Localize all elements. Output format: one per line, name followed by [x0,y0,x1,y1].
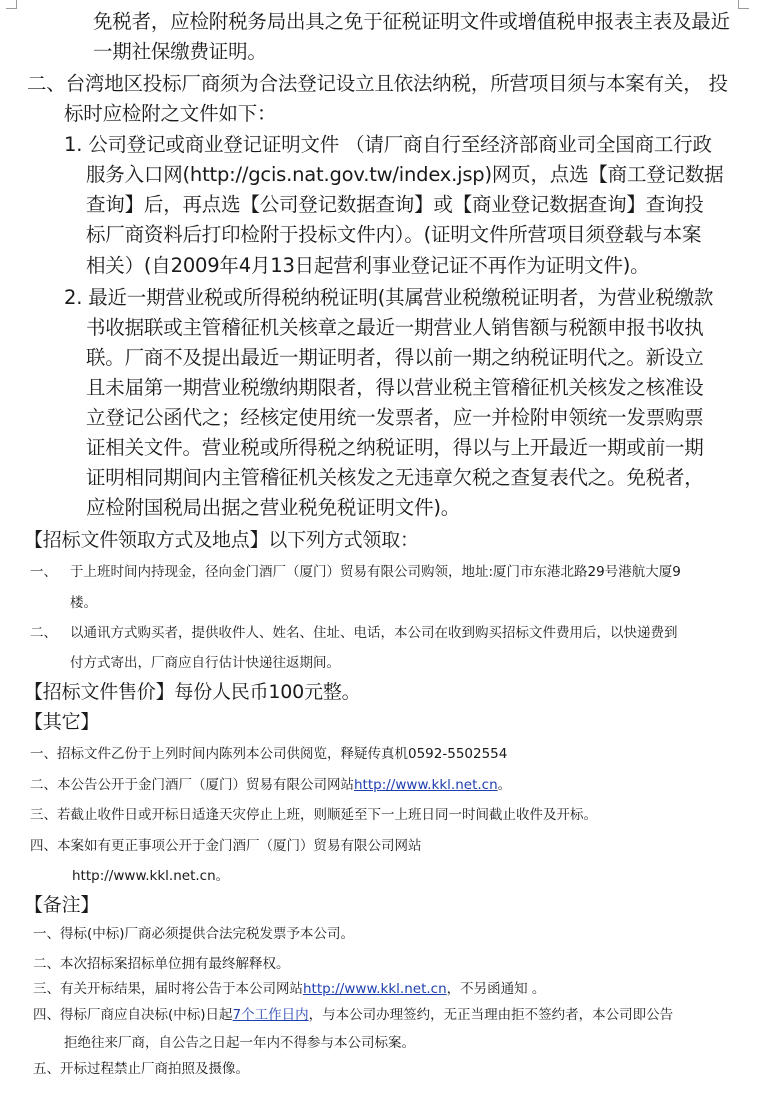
notes-item-4-line-2: 拒绝往来厂商，自公告之日起一年内不得参与本公司标案。 [64,1035,415,1051]
section-taiwan-heading-line-2: 标时应检附之文件如下： [64,102,277,125]
item1-line-3: 查询】后，再点选【公司登记数据查询】或【商业登记数据查询】查询投 [86,193,704,216]
item2-line-1: 2. 最近一期营业税或所得税纳税证明(其属营业税缴税证明者，为营业税缴款 [64,286,714,309]
item2-line-5: 立登记公函代之；经核定使用统一发票者，应一并检附申领统一发票购票 [86,406,704,429]
other-item-2: 二、本公告公开于金门酒厂（厦门）贸易有限公司网站http://www.kkl.net.cn。 [30,777,512,793]
item2-line-2: 书收据联或主管稽征机关核章之最近一期营业人销售额与税额申报书收执 [86,316,704,339]
s2-tail-line-2: 一期社保缴费证明。 [93,40,267,63]
website-link[interactable]: http://www.kkl.net.cn [354,777,498,793]
notes-item-5: 五、开标过程禁止厂商拍照及摄像。 [33,1061,249,1077]
notes-item-3: 三、有关开标结果，届时将公告于本公司网站http://www.kkl.net.cn，不另函通知 。 [33,981,546,997]
collect-heading: 【招标文件领取方式及地点】以下列方式领取： [24,529,419,551]
item1-line-5: 相关）(自2009年4月13日起营利事业登记证不再作为证明文件)。 [86,254,650,277]
item1-line-4: 标厂商资料后打印检附于投标文件内）。(证明文件所营项目须登载与本案 [86,223,702,246]
other-item-4-url: http://www.kkl.net.cn。 [72,868,230,884]
item2-line-8: 应检附国税局出据之营业税免税证明文件)。 [86,496,461,519]
other-item-3: 三、若截止收件日或开标日适逢天灾停止上班，则顺延至下一上班日同一时间截止收件及开标。 [30,807,597,823]
other-item-1: 一、招标文件乙份于上列时间内陈列本公司供阅览，释疑传真机0592-5502554 [30,746,508,762]
price-heading: 【招标文件售价】每份人民币100元整。 [24,681,361,703]
collect-item1-line-1: 于上班时间内持现金，径向金门酒厂（厦门）贸易有限公司购领，地址:厦门市东港北路29号港航大厦9 [70,564,681,580]
collect-item1-line-2: 楼。 [70,595,97,611]
item1-line-2: 服务入口网(http://gcis.nat.gov.tw/index.jsp)网页，点选【商工登记数据 [86,163,724,186]
notes-item-2: 二、本次招标案招标单位拥有最终解释权。 [33,956,290,972]
s2-tail-line-1: 免税者，应检附税务局出具之免于征税证明文件或增值税申报表主表及最近 [93,10,730,33]
crop-mark-left [6,0,17,9]
collect-item2-number: 二、 [30,625,57,641]
notes-heading: 【备注】 [24,894,100,916]
section-taiwan-heading-line-1: 二、台湾地区投标厂商须为合法登记设立且依法纳税，所营项目须与本案有关， 投 [27,72,728,95]
item2-line-7: 证明相同期间内主管稽征机关核发之无违章欠税之查复表代之。免税者， [86,466,704,489]
item2-line-4: 且未届第一期营业税缴纳期限者，得以营业税主管稽征机关核发之核准设 [86,376,704,399]
collect-item1-number: 一、 [30,564,57,580]
notes-item-4-line-1: 四、得标厂商应自决标(中标)日起7个工作日内，与本公司办理签约，无正当理由拒不签约者，本公司即公告 [33,1007,674,1023]
item2-line-6: 证相关文件。营业税或所得税之纳税证明，得以与上开最近一期或前一期 [86,436,704,459]
working-days-link[interactable]: 7个工作日内 [232,1007,309,1023]
notes-item-1: 一、得标(中标)厂商必须提供合法完税发票予本公司。 [33,926,355,942]
item2-line-3: 联。厂商不及提出最近一期证明者，得以前一期之纳税证明代之。新设立 [86,346,704,369]
item1-line-1: 1. 公司登记或商业登记证明文件 （请厂商自行至经济部商业司全国商工行政 [64,133,712,156]
crop-mark-right [738,0,749,9]
results-website-link[interactable]: http://www.kkl.net.cn [303,981,447,997]
other-heading: 【其它】 [24,711,100,733]
other-item-4: 四、本案如有更正事项公开于金门酒厂（厦门）贸易有限公司网站 [30,838,422,854]
collect-item2-line-2: 付方式寄出，厂商应自行估计快递往返期间。 [70,655,340,671]
collect-item2-line-1: 以通讯方式购买者，提供收件人、姓名、住址、电话，本公司在收到购买招标文件费用后，以快递费到 [70,625,678,641]
